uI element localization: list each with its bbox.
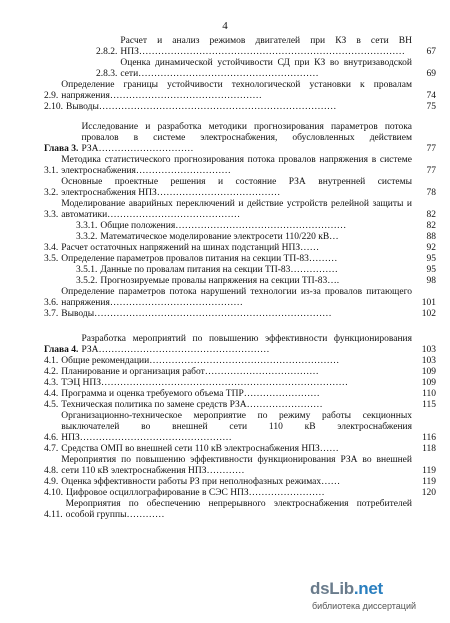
- toc-entry-number: 4.10.: [44, 488, 63, 498]
- toc-entry: [44, 378, 436, 389]
- toc-entry-page: 82: [426, 210, 436, 220]
- toc-entry-number: 3.6.: [44, 298, 59, 308]
- toc-entry: [44, 177, 436, 199]
- toc-entry-number: 2.8.3.: [96, 69, 118, 79]
- toc-entry-page: 95: [426, 265, 436, 275]
- toc-entry-number: 4.8.: [44, 466, 59, 476]
- toc-entry-page: 115: [422, 400, 436, 410]
- toc-entry-number: 4.9.: [44, 477, 59, 487]
- toc-entry-number: 3.2.: [44, 188, 59, 198]
- toc-entry-number: 2.10.: [44, 102, 63, 112]
- toc-entry-page: 119: [422, 477, 436, 487]
- toc-entry: [44, 411, 436, 444]
- toc-entry-title: Организационно-техническое мероприятие по режиму работы секционных выключателей во внешней сети 110 кВ электроснабжения НПЗ…………………………………………: [61, 411, 412, 443]
- toc-entry: [44, 199, 436, 221]
- toc-entry-page: 92: [426, 243, 436, 253]
- toc-entry-number: 4.5.: [44, 400, 59, 410]
- toc-entry: [44, 444, 436, 455]
- toc-entry-page: 74: [426, 91, 436, 101]
- toc-entry-page: 77: [426, 166, 436, 176]
- toc-entry-page: 102: [421, 309, 436, 319]
- toc-entry-number: 3.3.2.: [76, 232, 98, 242]
- toc-entry: [44, 400, 436, 411]
- toc-entry-number: 4.4.: [44, 389, 59, 399]
- toc-entry-title: ТЭЦ НПЗ……………………………………………………………………: [61, 378, 349, 388]
- toc-entry: [44, 309, 436, 320]
- toc-entry: [44, 243, 436, 254]
- dslib-logo: dsLib.net: [310, 579, 383, 598]
- toc-entry-title: Расчет и анализ режимов двигателей при КЗ в сети ВН НПЗ…………………………………………………………………………: [120, 36, 412, 57]
- toc-entry: [44, 276, 436, 287]
- toc-chapter: [44, 334, 436, 356]
- toc-entry-page: 110: [422, 389, 436, 399]
- toc-entry-page: 118: [422, 444, 436, 454]
- toc-entry: [44, 488, 436, 499]
- toc-entry: [44, 58, 436, 80]
- toc-entry-title: Цифровое осциллографирование в СЭС НПЗ……………………: [66, 488, 325, 498]
- toc-entry-title: Определение параметров потока нарушений технологии из-за провалов питающего напряжения……………………………………: [61, 287, 412, 308]
- toc-entry: [44, 455, 436, 477]
- toc-entry-title: Мероприятия по повышению эффективности функционирования РЗА во внешней сети 110 кВ электроснабжения НПЗ…………: [61, 455, 412, 476]
- toc-entry: [44, 389, 436, 400]
- toc-entry-number: Глава 3.: [44, 144, 79, 154]
- toc-entry: [44, 221, 436, 232]
- toc-entry: [44, 287, 436, 309]
- toc-entry-title: Программа и оценка требуемого объема ТПР……………………: [61, 389, 320, 399]
- toc-entry-page: 78: [426, 188, 436, 198]
- toc-entry-page: 116: [422, 433, 436, 443]
- toc-entry-title: Техническая политика по замене средств РЗА……………………: [61, 400, 323, 410]
- toc-entry-page: 67: [426, 47, 436, 57]
- toc-entry-number: 2.9.: [44, 91, 59, 101]
- toc-entry-page: 109: [421, 367, 436, 377]
- toc-entry-number: 4.6.: [44, 433, 59, 443]
- toc-entry-number: 3.5.1.: [76, 265, 98, 275]
- toc-entry-number: 3.5.2.: [76, 276, 98, 286]
- toc-entry: [44, 265, 436, 276]
- toc-entry-page: 109: [421, 378, 436, 388]
- toc-entry: [44, 232, 436, 243]
- toc-entry-title: Выводы…………………………………………………………………: [61, 309, 332, 319]
- toc-entry-title: Исследование и разработка методики прогнозирования параметров потока провалов в системе электроснабжения, обусловленных действием РЗА…………………………: [81, 122, 412, 154]
- toc-entry-page: 103: [421, 345, 436, 355]
- toc-entry-page: 98: [426, 276, 436, 286]
- toc-entry-page: 75: [426, 102, 436, 112]
- toc-entry-title: Моделирование аварийных переключений и действие устройств релейной защиты и автоматики……………………………………: [61, 199, 412, 220]
- page-number: 4: [222, 20, 228, 32]
- toc-entry-page: 120: [421, 488, 436, 498]
- toc-entry-title: Прогнозируемые провалы напряжения на секции ТП-83….: [100, 276, 340, 286]
- toc-entry-page: 82: [426, 221, 436, 231]
- toc-entry-number: 4.2.: [44, 367, 59, 377]
- toc-entry-title: Средства ОМП во внешней сети 110 кВ электроснабжения НПЗ……: [61, 444, 339, 454]
- table-of-contents: [44, 36, 436, 521]
- toc-entry-number: 3.3.1.: [76, 221, 98, 231]
- toc-entry-page: 101: [421, 298, 436, 308]
- toc-entry-title: Данные по провалам питания на секции ТП-83……………: [100, 265, 338, 275]
- toc-entry-number: 3.5.: [44, 254, 59, 264]
- toc-entry: [44, 367, 436, 378]
- toc-entry-number: 3.4.: [44, 243, 59, 253]
- toc-entry-page: 88: [426, 232, 436, 242]
- toc-entry-title: Оценка динамической устойчивости СД при КЗ во внутризаводской сети…………………………………………………: [120, 58, 412, 79]
- toc-entry-number: 4.7.: [44, 444, 59, 454]
- toc-entry: [44, 155, 436, 177]
- watermark-caption: библиотека диссертаций: [312, 601, 417, 611]
- toc-entry: [44, 356, 436, 367]
- toc-entry-title: Определение параметров провалов питания на секции ТП-83………: [61, 254, 338, 264]
- toc-chapter: [44, 122, 436, 155]
- toc-entry-title: Общие рекомендации……………………………………………………: [61, 356, 340, 366]
- toc-entry-title: Определение границы устойчивости технологической установки к провалам напряжения…………………………………………: [61, 80, 412, 101]
- toc-entry-title: Методика статистического прогнозирования потока провалов напряжения в системе электроснабжения…………………………: [61, 155, 412, 176]
- toc-entry-title: Основные проектные решения и состояние РЗА внутренней системы электроснабжения НПЗ…………………………………: [61, 177, 412, 198]
- toc-entry: [44, 477, 436, 488]
- toc-entry: [44, 254, 436, 265]
- toc-entry-number: 3.3.: [44, 210, 59, 220]
- toc-entry-page: 95: [426, 254, 436, 264]
- toc-entry-page: 77: [426, 144, 436, 154]
- toc-entry-number: 2.8.2.: [96, 47, 118, 57]
- toc-entry-page: 69: [426, 69, 436, 79]
- toc-entry: [44, 36, 436, 58]
- toc-entry-title: Разработка мероприятий по повышению эффективности функционирования РЗА………………………………………………: [81, 334, 412, 355]
- toc-entry: [44, 80, 436, 102]
- toc-entry: [44, 499, 436, 521]
- toc-entry-page: 119: [422, 466, 436, 476]
- toc-entry-page: 103: [421, 356, 436, 366]
- toc-entry-number: 4.1.: [44, 356, 59, 366]
- toc-entry: [44, 102, 436, 113]
- toc-entry-number: Глава 4.: [44, 345, 79, 355]
- toc-entry-title: Выводы…………………………………………………………………: [66, 102, 337, 112]
- site-watermark[interactable]: [310, 579, 440, 615]
- toc-entry-title: Общие положения………………………………………………: [100, 221, 347, 231]
- toc-entry-title: Расчет остаточных напряжений на шинах подстанций НПЗ……: [61, 243, 320, 253]
- toc-entry-title: Мероприятия по обеспечению непрерывного электроснабжения потребителей особой группы…………: [65, 499, 412, 520]
- toc-entry-number: 3.1.: [44, 166, 59, 176]
- toc-entry-title: Планирование и организация работ………………………………: [61, 367, 319, 377]
- toc-entry-title: Математическое моделирование электросети 110/220 кВ…: [100, 232, 339, 242]
- toc-entry-number: 3.7.: [44, 309, 59, 319]
- toc-entry-number: 4.11.: [44, 510, 63, 520]
- toc-entry-number: 4.3.: [44, 378, 59, 388]
- toc-entry-title: Оценка эффективности работы РЗ при неполнофазных режимах……: [61, 477, 341, 487]
